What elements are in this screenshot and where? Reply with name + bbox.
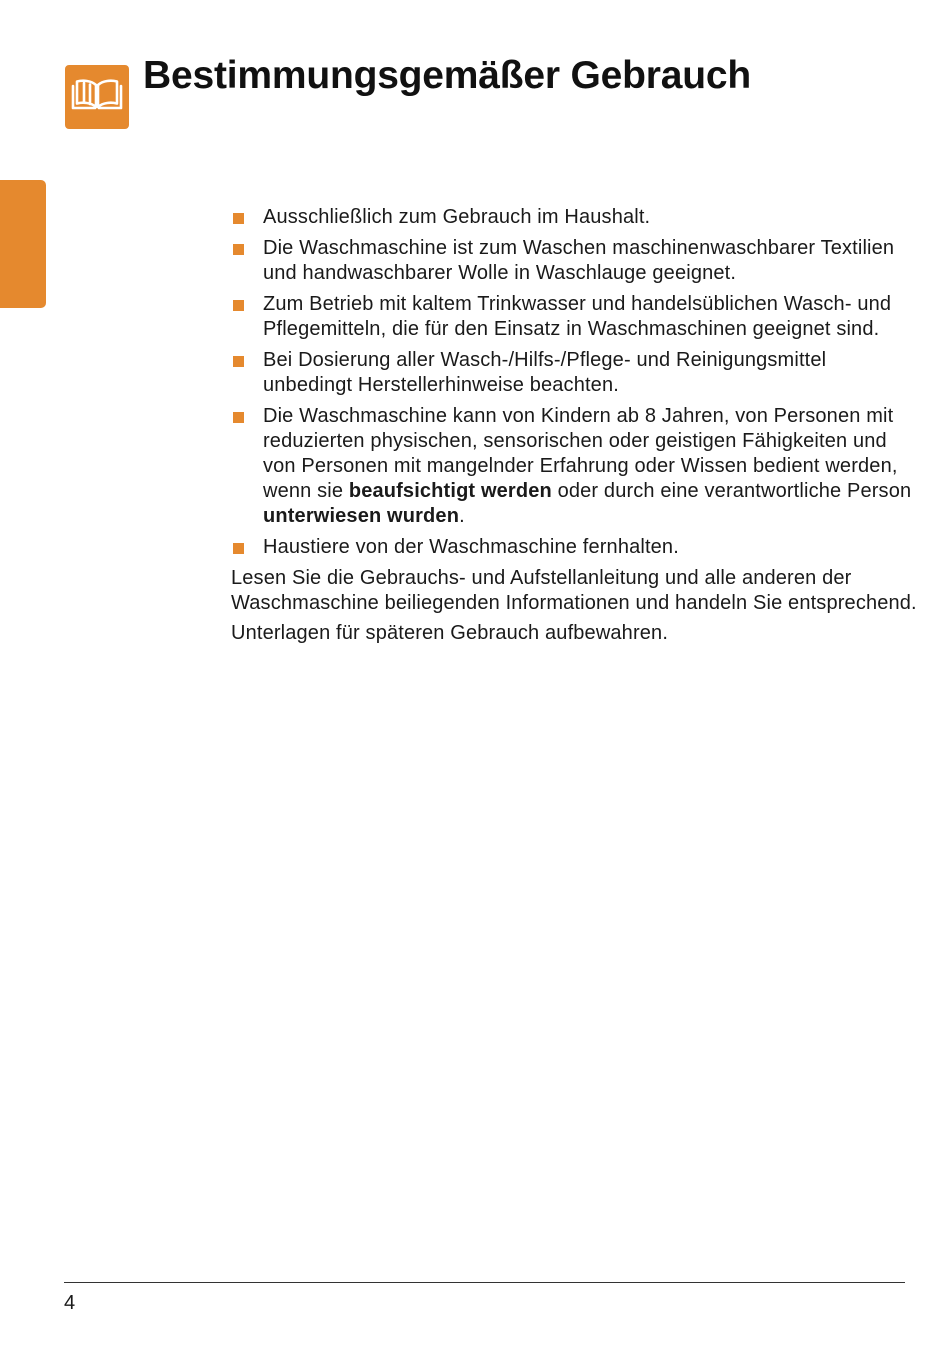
paragraph-read-instructions: Lesen Sie die Gebrauchs- und Aufstellanleitung und alle anderen der Waschmaschine beiliegenden Informationen und handeln Sie entsprechend. (231, 567, 917, 614)
bullet-item-dosage (231, 348, 921, 398)
bullet-text: Zum Betrieb mit kaltem Trinkwasser und handelsüblichen Wasch- und Pflegemitteln, die für den Einsatz in Waschmaschinen geeignet sind. (263, 293, 892, 340)
footer-divider (64, 1282, 905, 1283)
bold-phrase-supervised: beaufsichtigt werden (348, 480, 552, 502)
bullet-item-water-detergents (231, 292, 921, 342)
page-title: Bestimmungsgemäßer Gebrauch (143, 54, 751, 97)
bullet-square-icon (233, 356, 244, 367)
bullet-square-icon (233, 213, 244, 224)
bullet-text: Haustiere von der Waschmaschine fernhalten. (263, 536, 679, 558)
page-number: 4 (64, 1292, 76, 1314)
bullet-text-part: oder durch eine verantwortliche Person (551, 480, 912, 502)
bullet-square-icon (233, 543, 244, 554)
bullet-text-part: . (459, 505, 465, 527)
section-tab-marker (0, 180, 46, 308)
bullet-square-icon (233, 244, 244, 255)
bullet-item-textiles (231, 236, 921, 286)
bullet-text: Ausschließlich zum Gebrauch im Haushalt. (263, 206, 651, 228)
bullet-item-household (231, 205, 921, 230)
bold-phrase-instructed: unterwiesen wurden (263, 505, 460, 527)
main-content (231, 205, 921, 651)
bullet-item-pets (231, 535, 921, 560)
bullet-item-children-supervision (231, 404, 921, 529)
bullet-text: Die Waschmaschine ist zum Waschen maschinenwaschbarer Textilien und handwaschbarer Wolle in Waschlauge geeignet. (263, 237, 895, 284)
bullet-square-icon (233, 412, 244, 423)
usage-bullet-list (231, 205, 921, 560)
bullet-text-part: Die Waschmaschine kann von Kindern ab 8 Jahren, von Personen mit reduzierten physischen, sensorischen oder geistigen Fähigkeiten und von Personen mit mangelnder Erfahrung oder Wissen bedient werden, wenn sie (263, 405, 898, 502)
paragraph-keep-documents: Unterlagen für späteren Gebrauch aufbewahren. (231, 622, 669, 644)
bullet-square-icon (233, 300, 244, 311)
bullet-text: Bei Dosierung aller Wasch-/Hilfs-/Pflege- und Reinigungsmittel unbedingt Herstellerhinweise beachten. (263, 349, 827, 396)
open-book-icon (65, 65, 129, 129)
